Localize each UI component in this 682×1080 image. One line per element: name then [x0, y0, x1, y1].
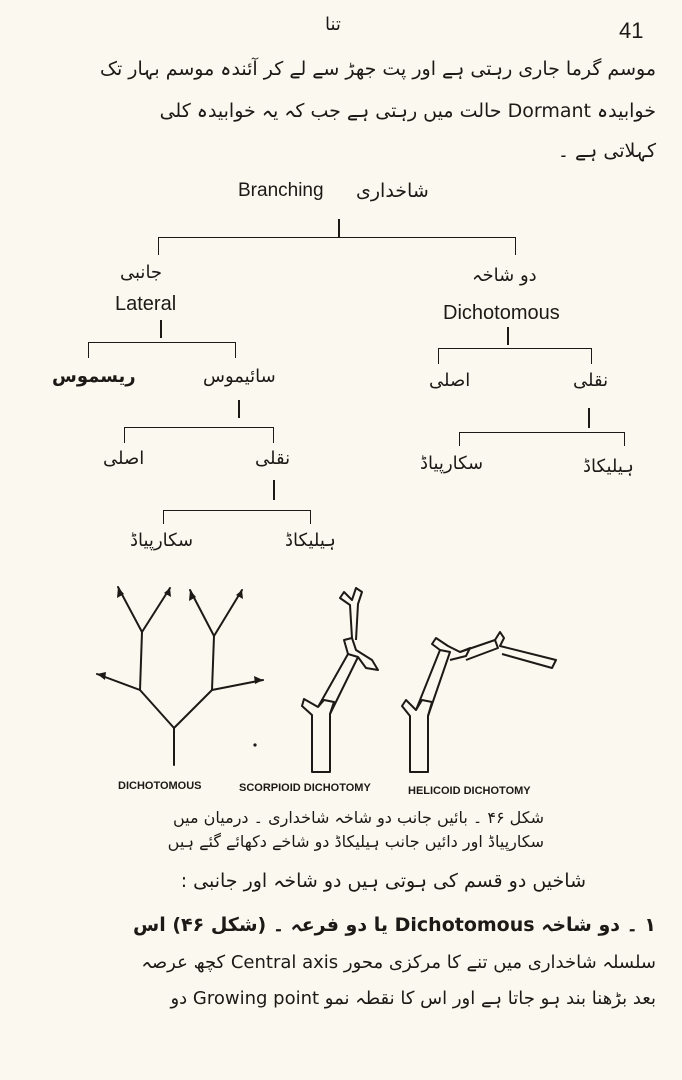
arrow-tips [97, 587, 263, 684]
intro-line-1: موسم گرما جاری رہتی ہے اور پت جھڑ سے لے کر آئندہ موسم بہار تک [99, 58, 656, 80]
intro-line-3: کہلاتی ہے ۔ [557, 140, 656, 162]
dicho-helicoid-label: ہیلیکاڈ [583, 456, 634, 477]
dichotomous-english: Dichotomous [443, 302, 560, 324]
label-helicoid: HELICOID DICHOTOMY [408, 785, 531, 797]
body-line-2: ۱ ۔ دو شاخہ Dichotomous یا دو فرعہ ۔ (شکل ۴۶) اس [132, 914, 656, 936]
page-number: 41 [619, 18, 644, 43]
dicho-false-label: نقلی [573, 370, 609, 391]
dicho-scorpioid-label: سکارپیاڈ [420, 453, 484, 474]
helicoid-drawing [402, 632, 556, 772]
page-title: تنا [325, 14, 341, 35]
figure-marks [253, 743, 256, 746]
body-line-1: شاخیں دو قسم کی ہوتی ہیں دو شاخہ اور جانبی : [180, 870, 586, 892]
dicho-true-label: اصلی [429, 370, 471, 391]
dichotomous-drawing [97, 587, 263, 765]
scorpioid-drawing [302, 588, 378, 772]
lateral-urdu: جانبی [120, 262, 163, 283]
cymose-helicoid-label: ہیلیکاڈ [285, 530, 336, 551]
root-urdu: شاخداری [356, 180, 429, 202]
dichotomous-urdu: دو شاخہ [472, 265, 537, 286]
cymose-true-label: اصلی [103, 448, 145, 469]
cymose-false-label: نقلی [255, 448, 291, 469]
label-dichotomous: DICHOTOMOUS [118, 780, 202, 792]
cymose-scorpioid-label: سکارپیاڈ [130, 530, 194, 551]
body-line-4: بعد بڑھنا بند ہو جاتا ہے اور اس کا نقطہ نمو Growing point دو [170, 988, 656, 1009]
root-english: Branching [238, 180, 324, 201]
cymose-label: سائیموس [203, 366, 276, 387]
label-scorpioid: SCORPIOID DICHOTOMY [239, 782, 371, 794]
body-line-3: سلسلہ شاخداری میں تنے کا مرکزی محور Central axis کچھ عرصہ [141, 952, 656, 973]
intro-line-2: خوابیدہ Dormant حالت میں رہتی ہے جب کہ یہ خوابیدہ کلی [159, 100, 656, 122]
caption-line-2: سکارپیاڈ اور دائیں جانب ہیلیکاڈ دو شاخے دکھائے گئے ہیں [167, 832, 544, 851]
caption-line-1: شکل ۴۶ ۔ بائیں جانب دو شاخہ شاخداری ۔ درمیان میں [173, 808, 544, 827]
lateral-english: Lateral [115, 293, 177, 315]
racemose-label: ریسموس [52, 366, 136, 387]
